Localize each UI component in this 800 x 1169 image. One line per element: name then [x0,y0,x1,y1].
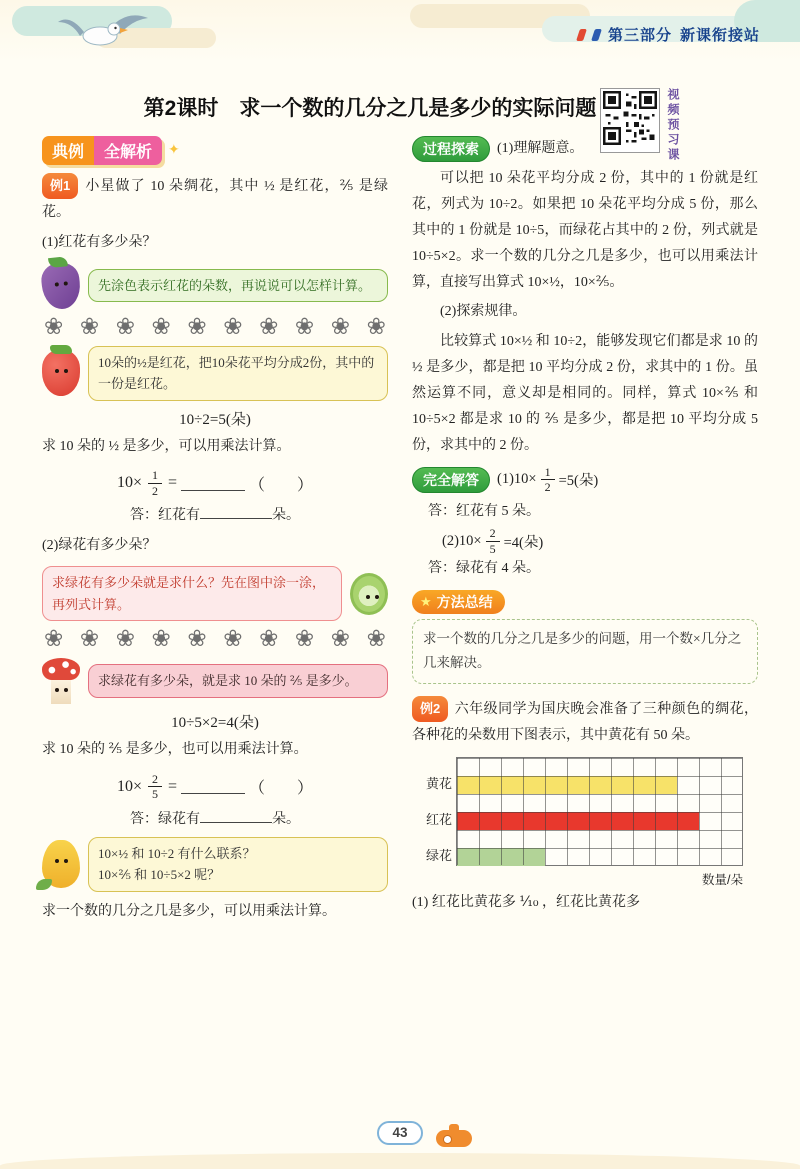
eq1-unit-paren: （ ） [249,476,314,494]
hint-row-corn [42,837,388,892]
flower-row-green [44,625,386,652]
hint-bubble-corn [88,837,388,892]
process-subtitle-1: (1)理解题意。 [497,141,584,157]
summary-header-row [412,590,758,614]
cabbage-character-icon [350,573,388,615]
flower-icon: ❀ [187,625,207,652]
equation-division-red: 10÷2=5(朵) [179,411,251,428]
sparkle-icon: ✦ [168,143,180,158]
flower-icon: ❀ [259,313,279,340]
flower-icon: ❀ [366,625,386,652]
flower-icon: ❀ [44,625,64,652]
eq2-prefix: 10× [116,777,142,795]
fraction-one-half: $\frac{1}{2}$ [148,468,162,498]
process-paragraph-1: 可以把 10 朵花平均分成 2 份，其中的 1 份就是红花，列式为 10÷2。如果把 10 朵花平均分成 5 份，那么其中的 1 份就是 10÷5，而绿花占其中的 2 份，列式就是 10÷5×2。求一个数的几分之几是多少，也可以用乘法计算，直接写出算式 10×½，10×⅖。 [412,171,758,290]
answer-line-green [42,808,388,828]
flower-icon: ❀ [151,625,171,652]
answer-blank [200,808,272,823]
hint-bubble-eggplant [88,269,388,302]
example1-badge: 例1 [42,173,78,199]
example2-paragraph [412,696,758,749]
chart-grid [456,757,743,866]
question-2-green: (2)绿花有多少朵？ [42,538,157,554]
hint-row-mushroom [42,658,388,704]
eq2-equals: = [167,777,178,795]
example2-text: 六年级同学为国庆晚会准备了三种颜色的绸花，各种花的朵数用下图表示，其中黄花有 50 朵。 [412,701,758,743]
flower-icon: ❀ [115,625,135,652]
answer1-suffix: 朵。 [272,508,300,524]
fraction-two-fifths: $\frac{2}{5}$ [486,526,500,556]
solution-header-row [412,465,758,495]
conclusion-text: 求一个数的几分之几是多少，可以用乘法计算。 [42,903,336,919]
answer-blank [200,504,272,519]
answer1-prefix: 答：红花有 [130,508,200,524]
ribbon-decoration-icon [591,29,602,41]
solution-equation-green: (2)10× $\frac{2}{5}$ =4(朵) [442,526,544,556]
equation-division-green: 10÷5×2=4(朵) [171,714,259,731]
answer-blank [181,779,245,794]
dianli-badge: 典例 [42,136,94,165]
example1-text: 小星做了 10 朵绸花，其中 ½ 是红花，⅖ 是绿花。 [42,179,388,220]
flower-icon: ❀ [294,625,315,652]
bar-green-flowers [457,848,545,866]
flower-icon: ❀ [223,313,243,340]
flower-icon: ❀ [223,625,243,652]
section-badge-dianli-quanjiexi [42,136,180,165]
example2-badge: 例2 [412,696,448,722]
page-title: 第2课时 求一个数的几分之几是多少的实际问题 [143,97,597,120]
seagull-icon [56,8,152,54]
mushroom-character-icon [42,658,80,704]
eq2-unit-paren: （ ） [249,780,314,798]
star-icon: ★ [420,594,432,610]
question-1-example2: (1) 红花比黄花多 ⅒ ，红花比黄花多 [412,894,641,910]
fraction-one-half: $\frac{1}{2}$ [541,465,555,495]
hint-bubble-mushroom [88,664,388,697]
flower-icon: ❀ [79,313,100,340]
submarine-icon [436,1130,472,1147]
process-subtitle-2: (2)探索规律。 [440,304,527,320]
flower-icon: ❀ [259,625,279,652]
hint-bubble-mushroom-text: 求绿花有多少朵，就是求 10 朵的 ⅖ 是多少。 [98,673,358,689]
bottom-wave-decoration [0,1153,800,1169]
hint-row-cabbage [42,566,388,621]
process-badge: 过程探索 [412,136,490,162]
chart-label-red: 红花 [425,811,452,827]
bar-red-flowers [457,812,699,830]
hint-bubble-cabbage-text: 求绿花有多少朵就是求什么？先在图中涂一涂，再列式计算。 [52,575,326,612]
flower-icon: ❀ [294,313,315,340]
flower-icon: ❀ [187,313,207,340]
answer-line-red [42,504,388,524]
hint-row-strawberry [42,346,388,401]
ribbon-decoration-icon [576,29,587,41]
answer2-prefix: 答：绿花有 [130,811,200,827]
solution-answer-red: 答：红花有 5 朵。 [428,503,540,519]
strawberry-character-icon [42,350,80,396]
fraction-two-fifths: $\frac{2}{5}$ [148,772,162,802]
hint-multiply-green: 求 10 朵的 ⅖ 是多少，也可以用乘法计算。 [42,741,308,757]
solution-answer-green: 答：绿花有 4 朵。 [428,561,540,577]
hint-bubble-eggplant-text: 先涂色表示红花的朵数，再说说可以怎样计算。 [98,277,372,293]
title-row [70,92,670,122]
chart-label-green: 绿花 [425,847,452,863]
flower-icon: ❀ [151,313,171,340]
chart-label-yellow: 黄花 [425,775,452,791]
process-header-row [412,136,758,162]
hint-bubble-strawberry [88,346,388,401]
summary-badge: ★ 方法总结 [412,590,505,614]
answer2-suffix: 朵。 [272,811,300,827]
solution-badge: 完全解答 [412,467,490,493]
flower-icon: ❀ [115,313,135,340]
answer-blank [181,476,245,491]
equation-multiply-red [42,468,388,498]
eggplant-character-icon [40,261,83,311]
content-columns [42,136,758,928]
hint-bubble-corn-line1: 10×½ 和 10÷2 有什么联系？ [98,845,256,861]
quanjiexi-badge: 全解析 [94,136,162,165]
part-section-badge [578,24,760,45]
flower-icon: ❀ [79,625,100,652]
axis-label: 数量/朵 [702,872,743,887]
hint-row-eggplant [42,263,388,309]
equation-multiply-green [42,772,388,802]
process-paragraph-2: 比较算式 10×½ 和 10÷2，能够发现它们都是求 10 的 ½ 是多少，都是把 10 平均分成 2 份，求其中的 1 份。虽然运算不同，意义却是相同的。同样，算式 10×⅖ 和 10÷5×2 都是求 10 的 ⅖ 是多少，都是把 10 平均分成 5 份，求其中的 2 份。 [412,334,758,453]
left-column [42,136,388,928]
corn-character-icon [42,840,80,888]
page-number: 43 [377,1121,423,1145]
right-column [412,136,758,928]
flower-icon: ❀ [330,313,351,340]
method-summary-box: 求一个数的几分之几是多少的问题，用一个数×几分之几来解决。 [412,619,758,684]
header-band [0,0,800,62]
section-label: 新课衔接站 [679,27,760,44]
flower-row-red [44,313,386,340]
eq1-equals: = [167,474,178,492]
bar-yellow-flowers [457,776,677,794]
question-1-red: (1)红花有多少朵？ [42,234,157,250]
hint-multiply-red: 求 10 朵的 ½ 是多少，可以用乘法计算。 [42,438,291,454]
flower-icon: ❀ [330,625,351,652]
example1-paragraph [42,173,388,226]
bar-chart [412,757,758,888]
hint-bubble-strawberry-text: 10朵的½是红花，把10朵花平均分成2份，其中的一份是红花。 [98,354,375,392]
eq1-prefix: 10× [116,474,142,492]
part-label: 第三部分 [607,27,672,44]
hint-bubble-cabbage [42,566,342,621]
hint-bubble-corn-line2: 10×⅖ 和 10÷5×2 呢？ [98,867,221,883]
qr-caption: 视频预习课 [666,88,680,163]
flower-icon: ❀ [44,313,64,340]
flower-icon: ❀ [366,313,386,340]
solution-equation-red: (1)10× $\frac{1}{2}$ =5(朵) [497,464,599,495]
